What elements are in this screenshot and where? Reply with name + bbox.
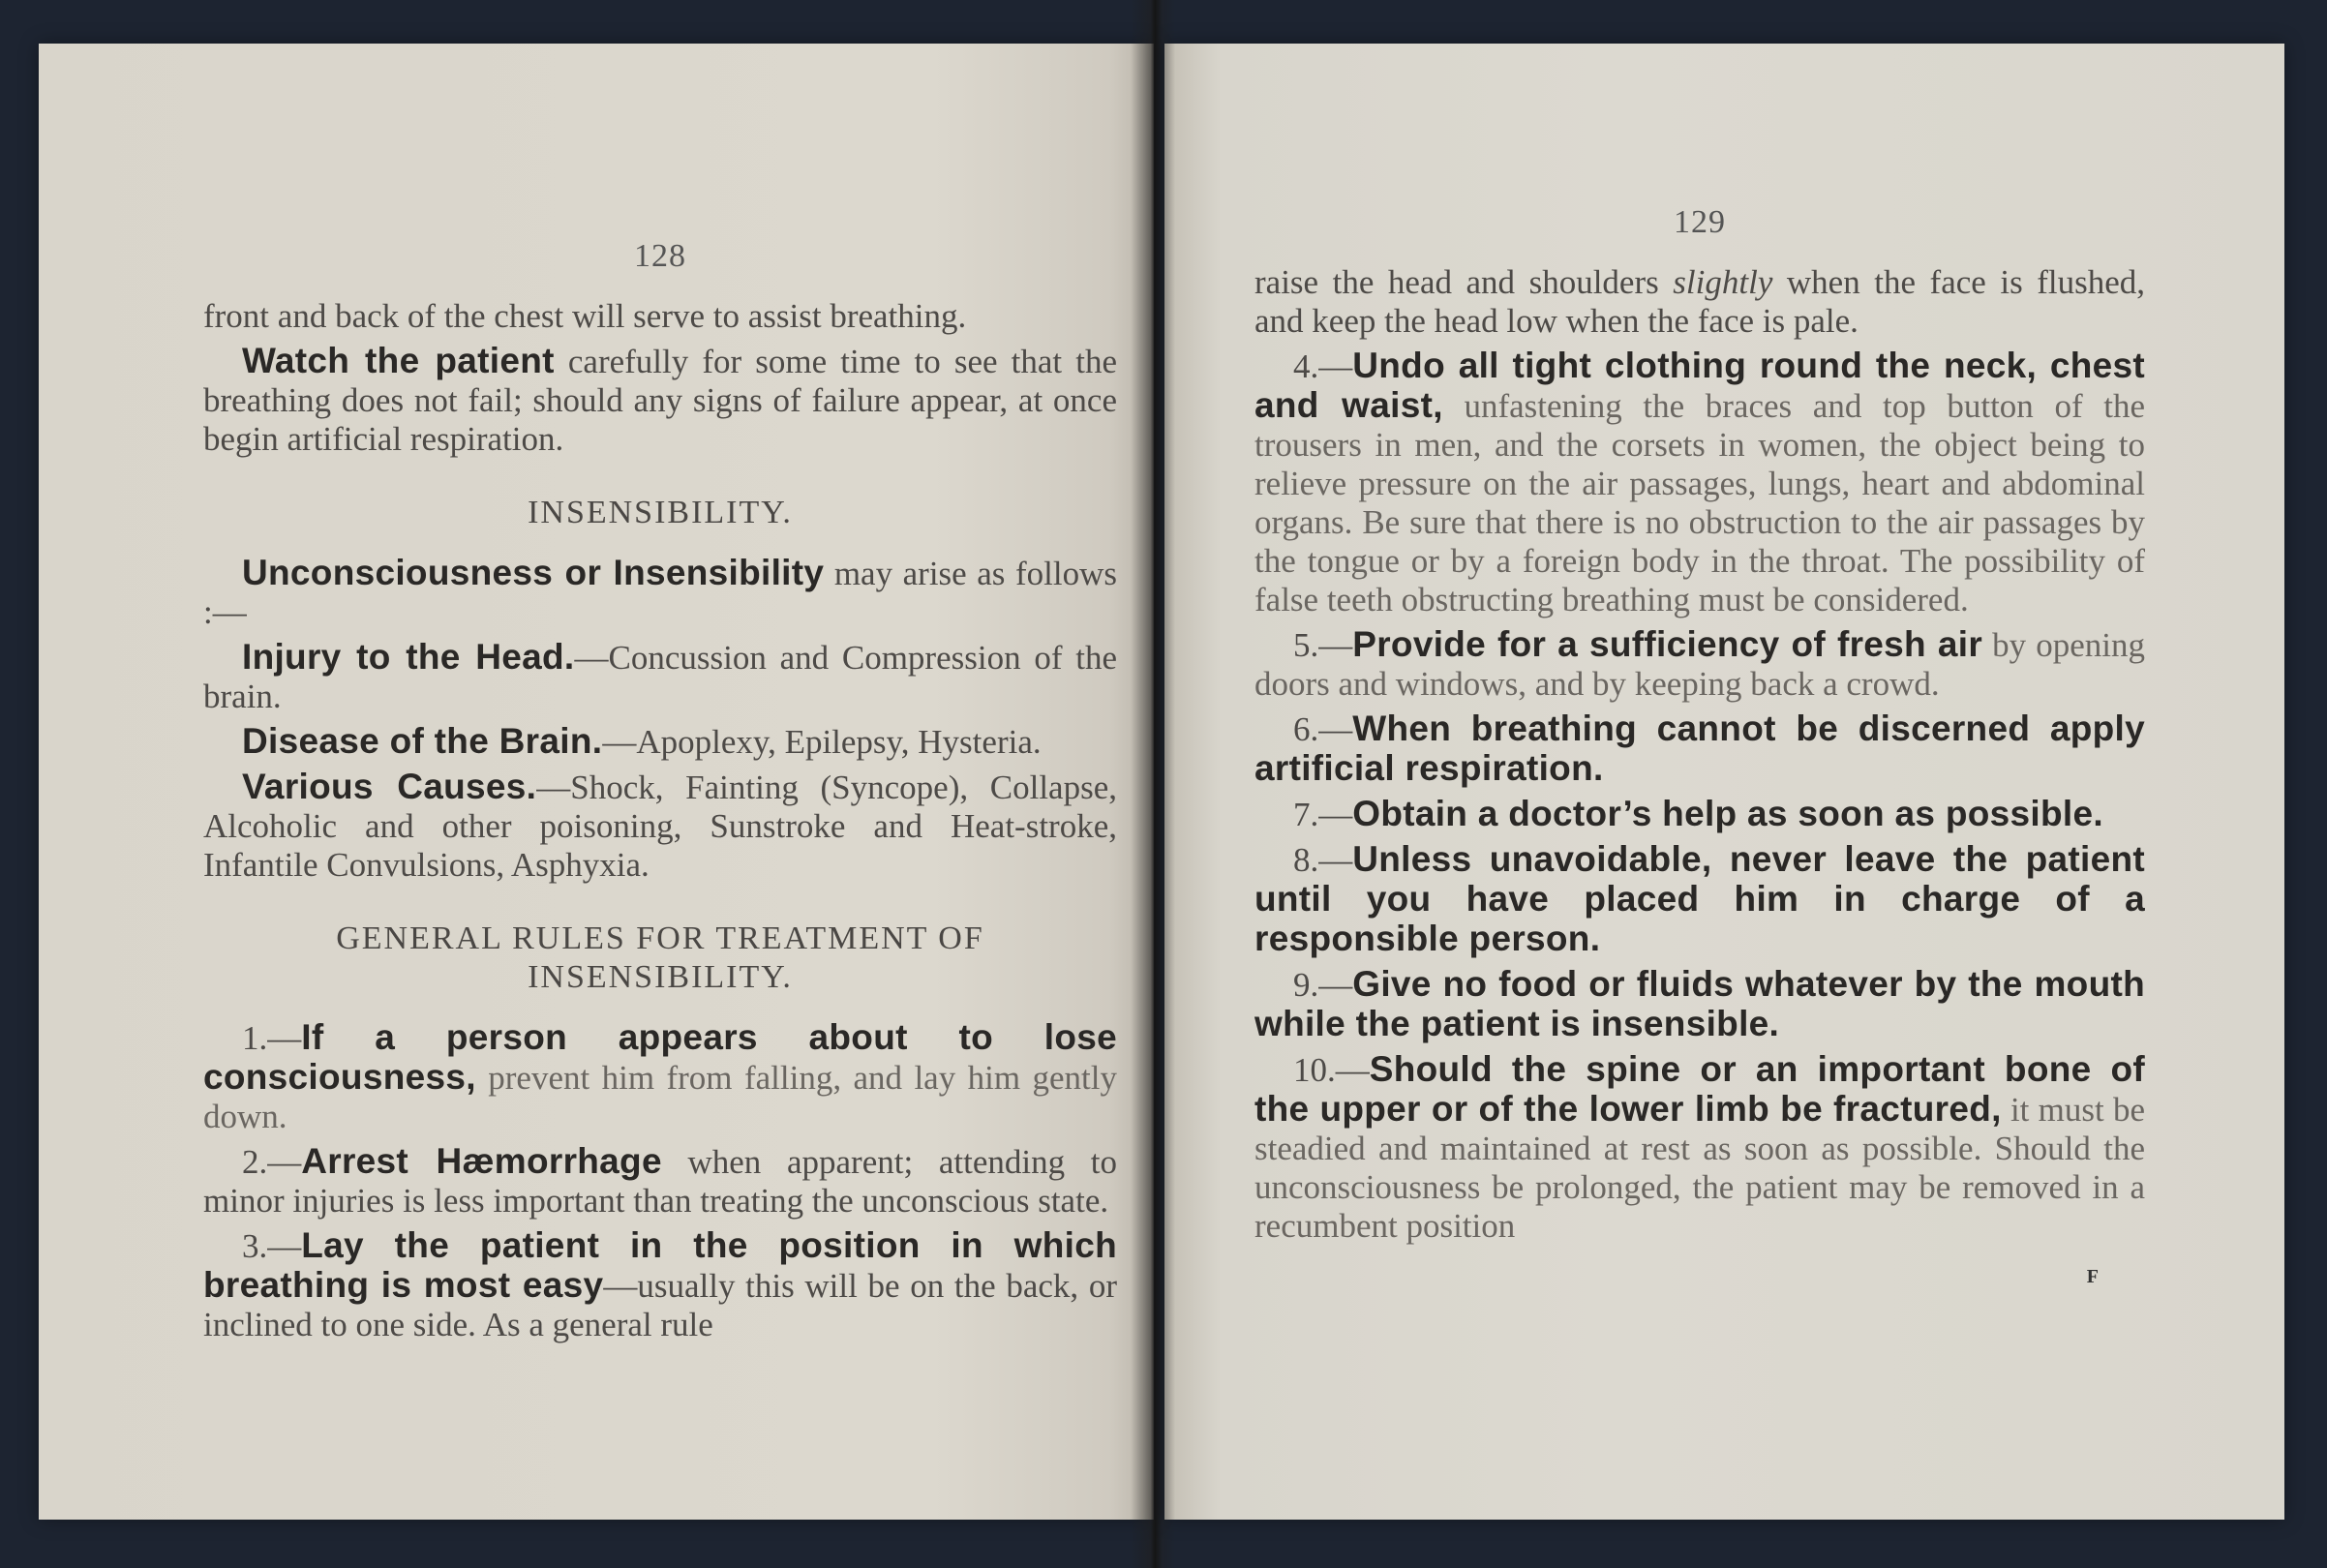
rule-number: 7.— [1293, 796, 1353, 833]
paragraph-text: when the face is flushed, and keep the head low when the face is pale. [1254, 263, 2146, 340]
paragraph-text: prevent him from falling, and lay him gently down. [203, 1059, 1117, 1135]
paragraph [203, 722, 1117, 762]
rule-number: 3.— [242, 1227, 302, 1265]
rule-item [203, 1226, 1117, 1344]
rule-item [203, 1142, 1117, 1221]
bold-lead: Arrest Hæmorrhage [301, 1141, 662, 1181]
paragraph-text: —Concussion and Compression of the brain. [203, 639, 1117, 715]
rule-number: 6.— [1293, 710, 1353, 748]
rule-item [1254, 709, 2145, 789]
left-page-text [203, 237, 1117, 1350]
rule-item [1254, 795, 2145, 834]
left-page [39, 44, 1154, 1520]
bold-lead: Unconsciousness or Insensibility [242, 553, 825, 592]
section-heading: GENERAL RULES FOR TREATMENT OF INSENSIBILITY. [336, 920, 984, 995]
paragraph [203, 342, 1117, 459]
bold-lead: When breathing cannot be discerned apply artificial respiration. [1254, 709, 2145, 788]
rule-number: 9.— [1293, 966, 1353, 1004]
page-number: 129 [1674, 204, 1726, 240]
bold-lead: Various Causes. [242, 767, 537, 806]
rule-item [1254, 347, 2145, 619]
paragraph-text: front and back of the chest will serve to assist breathing. [203, 297, 967, 335]
paragraph-text: —Apoplexy, Epilepsy, Hysteria. [602, 723, 1042, 761]
page-number: 128 [634, 238, 686, 274]
rule-number: 8.— [1293, 841, 1353, 879]
paragraph-text: when apparent; attending to minor injuries is less important than treating the unconscious state. [203, 1143, 1117, 1220]
paragraph [1254, 263, 2145, 341]
paragraph-text: —usually this will be on the back, or inclined to one side. As a general rule [203, 1267, 1117, 1343]
paragraph-text: raise the head and shoulders [1254, 263, 1659, 301]
rule-item [1254, 625, 2145, 704]
rule-item [203, 1018, 1117, 1136]
rule-number: 2.— [242, 1143, 302, 1181]
bold-lead: Disease of the Brain. [242, 721, 603, 761]
bold-lead: If a person appears about to lose consciousness, [203, 1017, 1117, 1097]
book-gutter [1131, 0, 1175, 1568]
paragraph [203, 638, 1117, 716]
italic-word: slightly [1673, 263, 1773, 301]
rule-number: 1.— [242, 1019, 302, 1057]
section-heading: INSENSIBILITY. [528, 495, 793, 530]
rule-number: 4.— [1293, 347, 1353, 385]
paragraph [203, 554, 1117, 632]
bold-lead: Give no food or fluids whatever by the mouth while the patient is insensible. [1254, 964, 2145, 1043]
rule-item [1254, 965, 2145, 1044]
paragraph-text: carefully for some time to see that the breathing does not fail; should any signs of failure appear, at once begin artificial respiration. [203, 343, 1118, 458]
rule-item [1254, 840, 2145, 959]
paragraph-text: by opening doors and windows, and by keeping back a crowd. [1254, 626, 2146, 703]
rule-number: 5.— [1293, 626, 1353, 664]
paragraph-text: —Shock, Fainting (Syncope), Collapse, Alcoholic and other poisoning, Sunstroke and Heat-stroke, Infantile Convulsions, Asphyxia. [203, 769, 1117, 884]
rule-item [1254, 1050, 2145, 1246]
paragraph [203, 297, 1117, 336]
bold-lead: Undo all tight clothing round the neck, chest and waist, [1254, 346, 2145, 425]
bold-lead: Injury to the Head. [242, 637, 575, 677]
rule-number: 10.— [1293, 1051, 1370, 1089]
bold-lead: Lay the patient in the position in which breathing is most easy [203, 1225, 1117, 1305]
signature-mark: F [2086, 1266, 2099, 1287]
paragraph [203, 768, 1117, 885]
bold-lead: Watch the patient [242, 341, 555, 380]
right-page [1164, 44, 2284, 1520]
paragraph-text: may arise as follows :— [203, 555, 1117, 631]
right-page-text [1254, 203, 2145, 1296]
bold-lead: Should the spine or an important bone of the upper or of the lower limb be fractured, [1254, 1049, 2145, 1129]
paragraph-text: unfastening the braces and top button of the trousers in men, and the corsets in women, the object being to relieve pressure on the air passages, lungs, heart and abdominal organs. Be sure that there is no obstruction to the air passages by the tongue or by a foreign body in the throat. The possibility of false teeth obstructing breathing must be considered. [1254, 387, 2145, 618]
bold-lead: Unless unavoidable, never leave the patient until you have placed him in charge of a responsible person. [1254, 839, 2145, 958]
bold-lead: Provide for a sufficiency of fresh air [1352, 624, 1983, 664]
paragraph-text: it must be steadied and maintained at rest as soon as possible. Should the unconsciousness be prolonged, the patient may be removed in a recumbent position [1254, 1091, 2146, 1245]
bold-lead: Obtain a doctor’s help as soon as possible. [1352, 794, 2103, 833]
